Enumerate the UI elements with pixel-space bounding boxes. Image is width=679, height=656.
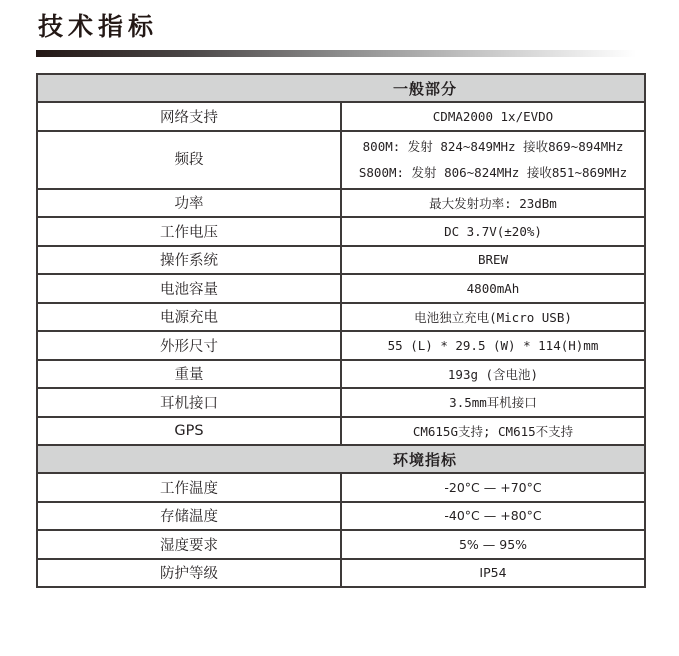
section-header-environment [37, 445, 645, 473]
spec-key: 工作温度 [37, 473, 341, 502]
spec-value [341, 131, 645, 189]
spec-key: GPS [37, 417, 341, 446]
table-row [37, 246, 645, 275]
spec-value: IP54 [341, 559, 645, 588]
spec-key: 电源充电 [37, 303, 341, 332]
table-row [37, 131, 645, 189]
table-row [37, 189, 645, 218]
spec-value: -40°C — +80°C [341, 502, 645, 531]
table-row [37, 473, 645, 502]
spec-table [36, 73, 646, 588]
table-row [37, 274, 645, 303]
spec-value: 4800mAh [341, 274, 645, 303]
spec-key: 存储温度 [37, 502, 341, 531]
table-row [37, 331, 645, 360]
spec-key: 外形尺寸 [37, 331, 341, 360]
spec-key: 功率 [37, 189, 341, 218]
table-row [37, 559, 645, 588]
page-title: 技术指标 [38, 12, 159, 41]
spec-key: 电池容量 [37, 274, 341, 303]
table-row [37, 502, 645, 531]
spec-key: 操作系统 [37, 246, 341, 275]
spec-value: 电池独立充电(Micro USB) [341, 303, 645, 332]
spec-key: 网络支持 [37, 102, 341, 131]
spec-key: 耳机接口 [37, 388, 341, 417]
spec-value: BREW [341, 246, 645, 275]
section-header-general [37, 74, 645, 102]
table-row [37, 530, 645, 559]
spec-value: 193g (含电池) [341, 360, 645, 389]
spec-value-line: 800M: 发射 824~849MHz 接收869~894MHz [362, 138, 624, 154]
spec-key: 防护等级 [37, 559, 341, 588]
spec-value: 最大发射功率: 23dBm [341, 189, 645, 218]
table-row [37, 360, 645, 389]
spec-value: 55 (L) * 29.5 (W) * 114(H)mm [341, 331, 645, 360]
spec-key: 频段 [37, 131, 341, 189]
table-row [37, 303, 645, 332]
table-row [37, 102, 645, 131]
table-row [37, 388, 645, 417]
table-row [37, 217, 645, 246]
spec-value: CDMA2000 1x/EVDO [341, 102, 645, 131]
spec-key: 湿度要求 [37, 530, 341, 559]
section-title: 一般部分 [392, 79, 457, 98]
spec-value: 3.5mm耳机接口 [341, 388, 645, 417]
spec-value: CM615G支持; CM615不支持 [341, 417, 645, 446]
spec-value-line: S800M: 发射 806~824MHz 接收851~869MHz [358, 164, 628, 180]
spec-value: DC 3.7V(±20%) [341, 217, 645, 246]
spec-value: -20°C — +70°C [341, 473, 645, 502]
title-gradient-rule [36, 50, 636, 57]
spec-key: 重量 [37, 360, 341, 389]
section-title: 环境指标 [392, 450, 457, 469]
table-row [37, 417, 645, 446]
spec-key: 工作电压 [37, 217, 341, 246]
spec-value: 5% — 95% [341, 530, 645, 559]
